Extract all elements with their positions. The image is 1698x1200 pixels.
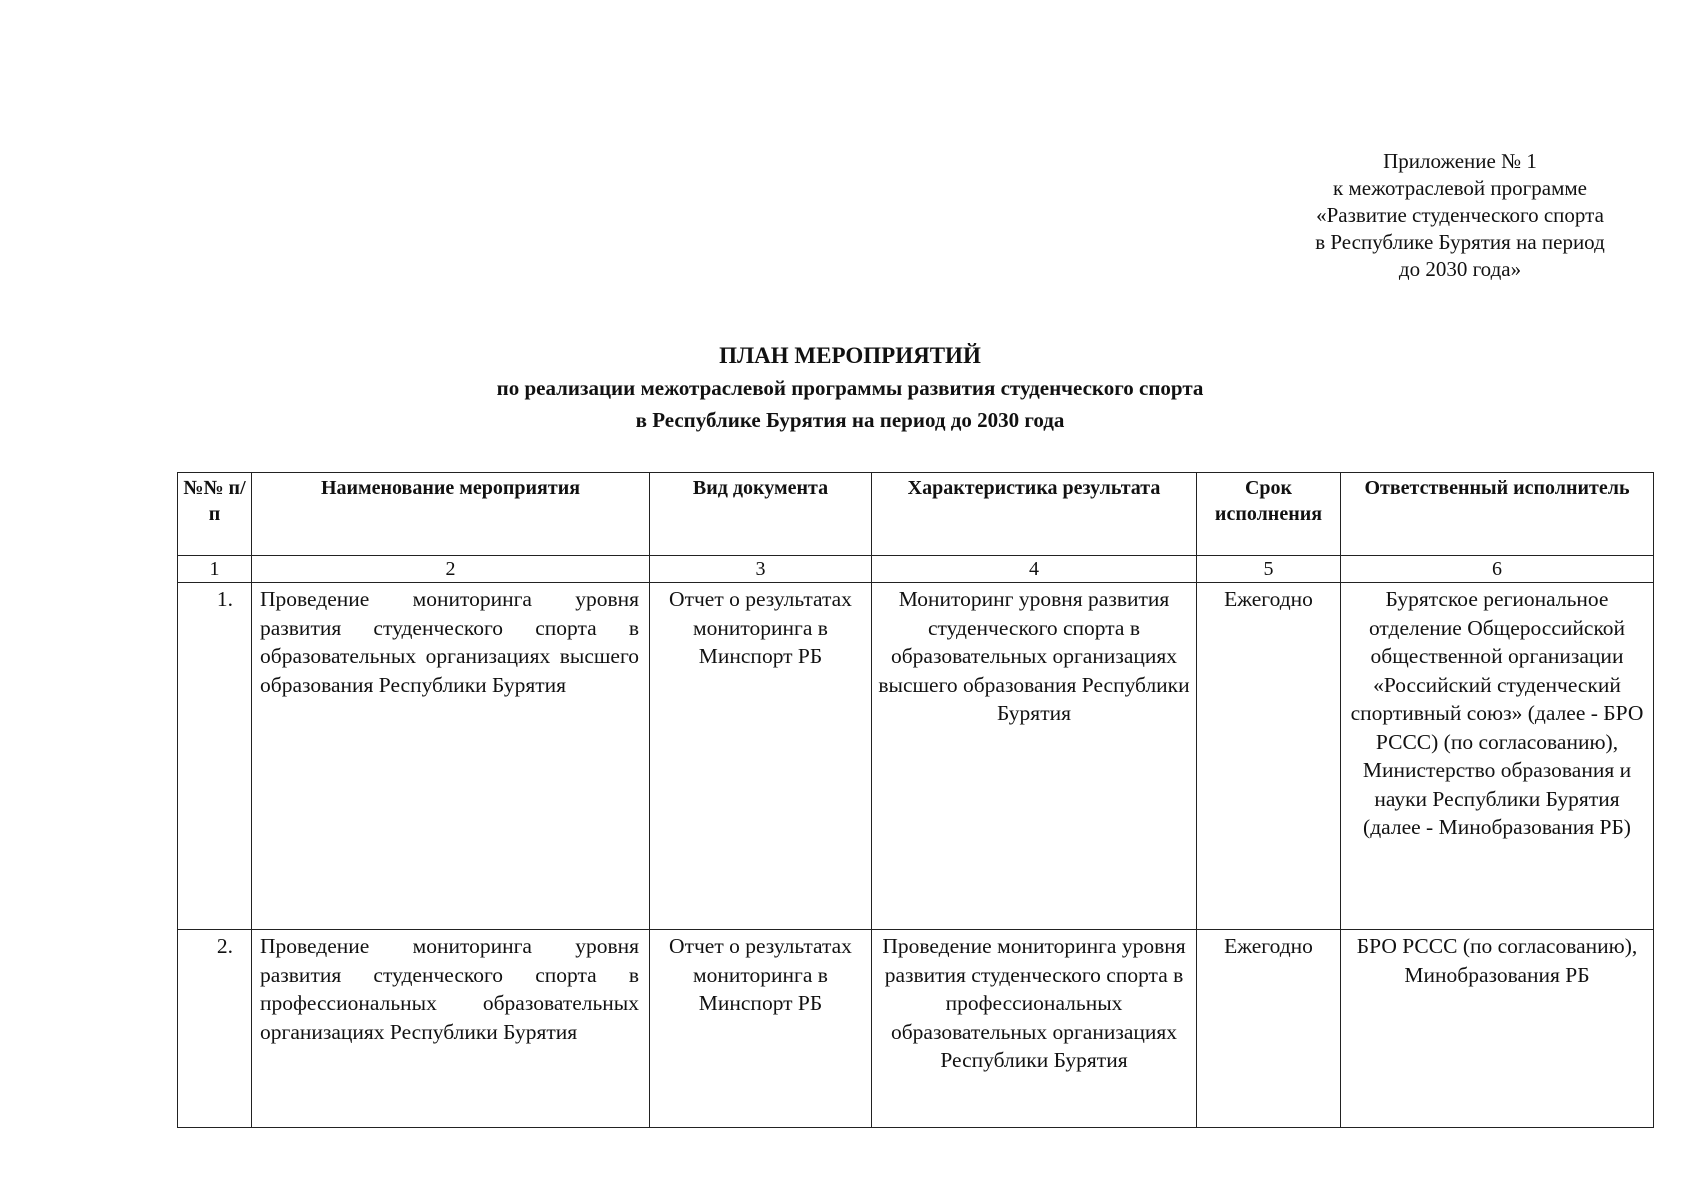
appendix-line: «Развитие студенческого спорта: [1316, 203, 1604, 227]
column-number: 2: [252, 556, 650, 583]
appendix-line: к межотраслевой программе: [1333, 176, 1587, 200]
result-cell: Проведение мониторинга уровня развития студенческого спорта в профессиональных образовательных организациях Республики Бурятия: [872, 930, 1197, 1128]
header-term: Срок исполнения: [1197, 473, 1341, 556]
header-document-type: Вид документа: [650, 473, 872, 556]
plan-table: [177, 472, 1654, 1128]
document-type-cell: Отчет о результатах мониторинга в Минспорт РБ: [650, 930, 872, 1128]
event-name-cell: Проведение мониторинга уровня развития студенческого спорта в образовательных организациях высшего образования Республики Бурятия: [252, 583, 650, 930]
title-line-2: по реализации межотраслевой программы развития студенческого спорта: [496, 376, 1204, 400]
appendix-line: до 2030 года»: [1398, 257, 1522, 281]
header-responsible: Ответственный исполнитель: [1341, 473, 1654, 556]
table-header-row: [178, 473, 1654, 556]
column-number: 1: [178, 556, 252, 583]
header-event-name: Наименование мероприятия: [252, 473, 650, 556]
event-name-cell: Проведение мониторинга уровня развития студенческого спорта в профессиональных образовательных организациях Республики Бурятия: [252, 930, 650, 1128]
term-cell: Ежегодно: [1197, 583, 1341, 930]
column-number-row: [178, 556, 1654, 583]
appendix-line: в Республике Бурятия на период: [1315, 230, 1605, 254]
table-row: [178, 930, 1654, 1128]
document-title: [400, 340, 1300, 436]
responsible-cell: БРО РССС (по согласованию), Минобразования РБ: [1341, 930, 1654, 1128]
term-cell: Ежегодно: [1197, 930, 1341, 1128]
header-number: №№ п/п: [178, 473, 252, 556]
column-number: 6: [1341, 556, 1654, 583]
result-cell: Мониторинг уровня развития студенческого спорта в образовательных организациях высшего образования Республики Бурятия: [872, 583, 1197, 930]
responsible-cell: Бурятское региональное отделение Общероссийской общественной организации «Российский студенческий спортивный союз» (далее - БРО РССС) (по согласованию), Министерство образования и науки Республики Бурятия (далее - Минобразования РБ): [1341, 583, 1654, 930]
title-main: ПЛАН МЕРОПРИЯТИЙ: [719, 343, 981, 368]
appendix-note: [1260, 148, 1660, 283]
header-result: Характеристика результата: [872, 473, 1197, 556]
row-number: 2.: [178, 930, 252, 1128]
column-number: 3: [650, 556, 872, 583]
column-number: 5: [1197, 556, 1341, 583]
document-type-cell: Отчет о результатах мониторинга в Минспорт РБ: [650, 583, 872, 930]
table-row: [178, 583, 1654, 930]
appendix-line: Приложение № 1: [1383, 149, 1537, 173]
row-number: 1.: [178, 583, 252, 930]
column-number: 4: [872, 556, 1197, 583]
title-line-3: в Республике Бурятия на период до 2030 года: [635, 408, 1065, 432]
